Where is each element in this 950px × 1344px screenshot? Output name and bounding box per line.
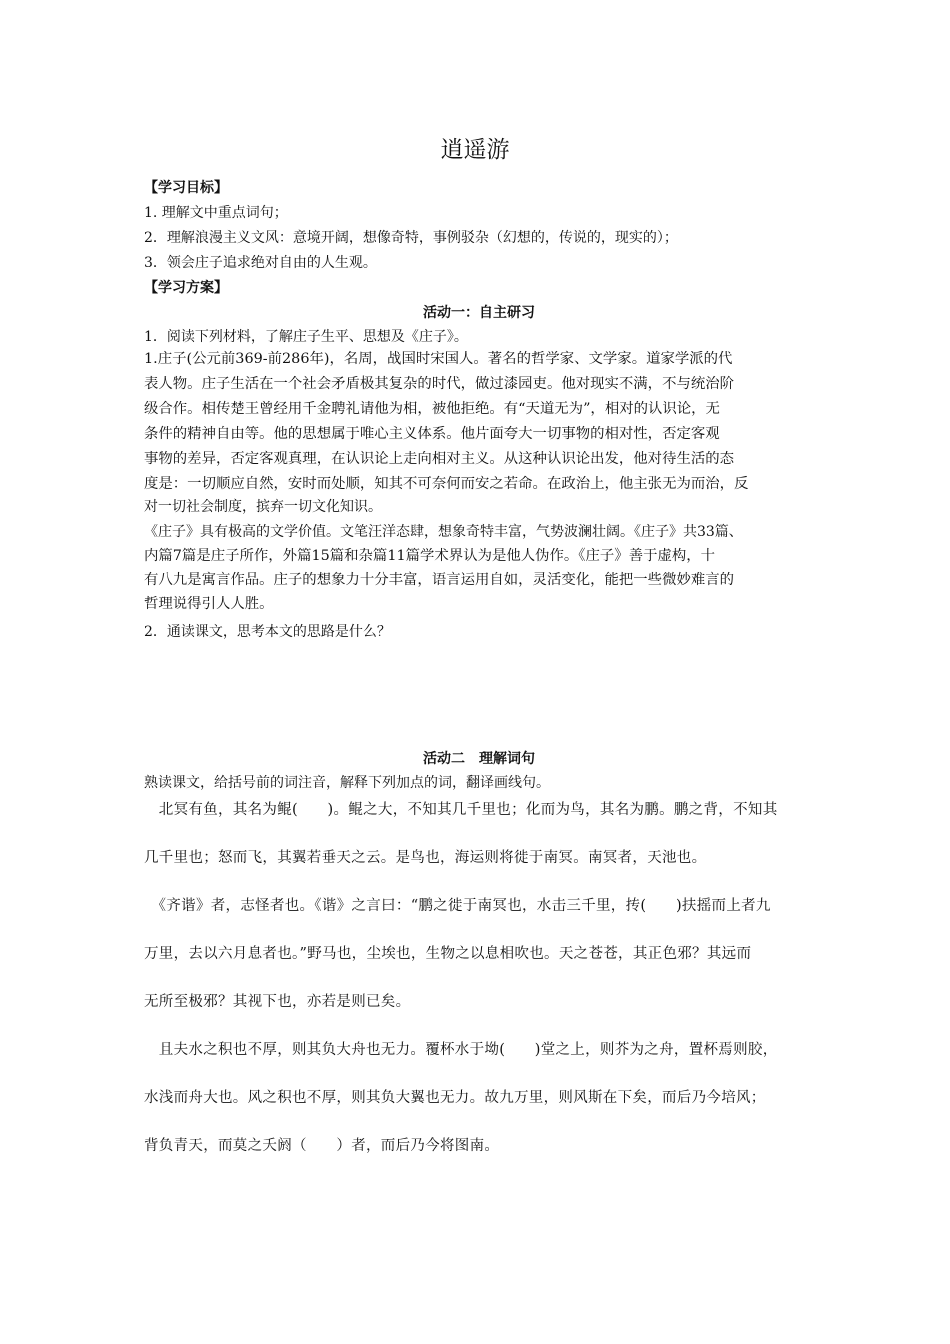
goal-item: 2．理解浪漫主义文风：意境开阔，想像奇特，事例驳杂（幻想的，传说的，现实的）； bbox=[144, 230, 678, 246]
bio-line: 事物的差异，否定客观真理，在认识论上走向相对主义。从这种认识论出发，他对待生活的态 bbox=[144, 451, 735, 467]
bio-line: 1.庄子(公元前369-前286年)，名周，战国时宋国人。著名的哲学家、文学家。道家学派的代 bbox=[144, 351, 733, 367]
page-title: 逍遥游 bbox=[440, 137, 510, 163]
bio-line: 级合作。相传楚王曾经用千金聘礼请他为相，被他拒绝。有“天道无为”，相对的认识论，无 bbox=[144, 401, 720, 417]
passage-line: 背负青天，而莫之夭阏（ ）者，而后乃今将图南。 bbox=[144, 1138, 500, 1154]
book-line: 有八九是寓言作品。庄子的想象力十分丰富，语言运用自如，灵活变化，能把一些微妙难言的 bbox=[144, 572, 735, 588]
passage-line: 几千里也；怒而飞，其翼若垂天之云。是鸟也，海运则将徙于南冥。南冥者，天池也。 bbox=[144, 850, 707, 866]
bio-line: 表人物。庄子生活在一个社会矛盾极其复杂的时代，做过漆园吏。他对现实不满，不与统治阶 bbox=[144, 376, 735, 392]
plan-heading: 【学习方案】 bbox=[144, 280, 228, 296]
activity2-heading: 活动二 理解词句 bbox=[423, 751, 535, 767]
goal-item: 1. 理解文中重点词句； bbox=[144, 205, 288, 221]
passage-line: 《齐谐》者，志怪者也。《谐》之言曰：“鹏之徙于南冥也，水击三千里，抟( )扶摇而上者九 bbox=[144, 898, 771, 914]
passage-line: 万里，去以六月息者也。”野马也，尘埃也，生物之以息相吹也。天之苍苍，其正色邪？其远而 bbox=[144, 946, 752, 962]
bio-line: 对一切社会制度，摈弃一切文化知识。 bbox=[144, 499, 382, 515]
book-line: 哲理说得引人人胜。 bbox=[144, 596, 274, 612]
book-line: 《庄子》具有极高的文学价值。文笔汪洋态肆，想象奇特丰富，气势波澜壮阔。《庄子》共33篇、 bbox=[144, 524, 743, 540]
bio-line: 条件的精神自由等。他的思想属于唯心主义体系。他片面夸大一切事物的相对性，否定客观 bbox=[144, 426, 720, 442]
passage-line: 水浅而舟大也。风之积也不厚，则其负大翼也无力。故九万里，则风斯在下矣，而后乃今培风； bbox=[144, 1090, 766, 1106]
passage-line: 且夫水之积也不厚，则其负大舟也无力。覆杯水于坳( )堂之上，则芥为之舟，置杯焉则胶， bbox=[144, 1042, 778, 1058]
activity1-task2: 2．通读课文，思考本文的思路是什么？ bbox=[144, 624, 391, 640]
bio-line: 度是：一切顺应自然，安时而处顺，知其不可奈何而安之若命。在政治上，他主张无为而治，反 bbox=[144, 476, 749, 492]
passage-line: 北冥有鱼，其名为鲲( )。鲲之大，不知其几千里也；化而为鸟，其名为鹏。鹏之背，不知其 bbox=[144, 802, 778, 818]
activity1-heading: 活动一：自主研习 bbox=[423, 305, 535, 321]
activity1-task1: 1．阅读下列材料，了解庄子生平、思想及《庄子》。 bbox=[144, 329, 468, 345]
activity2-intro: 熟读课文，给括号前的词注音，解释下列加点的词，翻译画线句。 bbox=[144, 775, 550, 791]
passage-line: 无所至极邪？其视下也，亦若是则已矣。 bbox=[144, 994, 411, 1010]
book-line: 内篇7篇是庄子所作，外篇15篇和杂篇11篇学术界认为是他人伪作。《庄子》善于虚构，十 bbox=[144, 548, 716, 564]
zhuangzi-book bbox=[144, 520, 812, 616]
zhuangzi-bio bbox=[144, 347, 812, 497]
goals-heading: 【学习目标】 bbox=[144, 180, 228, 196]
goal-item: 3．领会庄子追求绝对自由的人生观。 bbox=[144, 255, 377, 271]
